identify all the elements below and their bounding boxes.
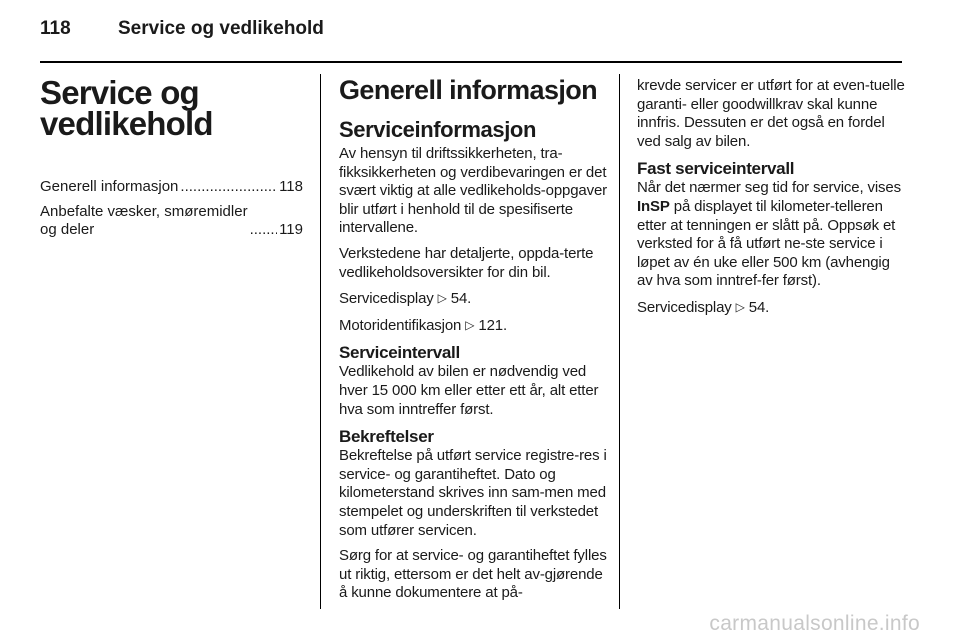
toc-entry[interactable] (40, 203, 303, 240)
heading-serviceintervall: Serviceintervall (339, 343, 460, 363)
header-divider (40, 61, 902, 63)
paragraph-bekreftelser: Bekreftelse på utført service registre-res i service- og garantiheftet. Dato og kilometerstand skrives inn sam-men med stempelet og underskriften til verkstedet som utfører servicen. (339, 447, 607, 539)
paragraph-serviceintervall: Vedlikehold av bilen er nødvendig ved hver 15 000 km eller etter ett år, alt etter hva som inntreffer først. (339, 363, 599, 418)
heading-fast-serviceintervall: Fast serviceintervall (637, 159, 795, 179)
column-text-2 (637, 77, 907, 325)
reference-servicedisplay[interactable]: Servicedisplay ▷ 54. (339, 290, 472, 308)
table-of-contents (40, 178, 303, 246)
heading-bekreftelser: Bekreftelser (339, 427, 434, 447)
reference-motoridentifikasjon[interactable]: Motoridentifikasjon ▷ 121. (339, 316, 507, 334)
paragraph-workshops: Verkstedene har detaljerte, oppda-terte vedlikeholdsoversikter for din bil. (339, 244, 594, 281)
toc-entry-page: 119 (279, 221, 303, 238)
page-number: 118 (40, 18, 71, 39)
pointer-arrow-icon: ▷ (735, 299, 745, 314)
running-title: Service og vedlikehold (118, 18, 324, 39)
column-divider-1 (320, 74, 321, 609)
column-divider-2 (619, 74, 620, 609)
paragraph-fast-serviceintervall: Når det nærmer seg tid for service, vises InSP på displayet til kilometer-telleren etter at tenningen er slått på. Oppsøk et verksted for å få utført ne-ste service i løpet av én uke eller 500 km (avhengig av hva som inntref-fer først). (637, 179, 901, 290)
toc-entry-text: Generell informasjon (40, 178, 179, 195)
column-text-1 (339, 145, 607, 610)
toc-entry-page: 118 (279, 178, 303, 195)
page-header (40, 18, 900, 48)
toc-entry-text: Anbefalte væsker, smøremidler og deler (40, 202, 248, 238)
subsection-title: Serviceinformasjon (339, 117, 536, 142)
reference-servicedisplay-2[interactable]: Servicedisplay ▷ 54. (637, 298, 770, 316)
paragraph-intro: Av hensyn til driftssikkerheten, tra-fikksikkerheten og verdibevaringen er det svært viktig at alle vedlikeholds-oppgaver blir utført i henhold til de spesifiserte intervallene. (339, 145, 607, 237)
toc-leader-dots (250, 221, 278, 240)
display-code-insp: InSP (637, 197, 670, 215)
toc-entry[interactable] (40, 178, 303, 197)
chapter-title: Service og vedlikehold (40, 74, 213, 142)
paragraph-garantiheftet: Sørg for at service- og garantiheftet fylles ut riktig, ettersom er det helt av-gjørende å kunne dokumentere at på- (339, 547, 607, 602)
paragraph-continuation: krevde servicer er utført for at even-tuelle garanti- eller goodwillkrav skal kunne innfris. Dessuten er det også en fordel ved salg av bilen. (637, 77, 905, 150)
pointer-arrow-icon: ▷ (465, 317, 475, 332)
pointer-arrow-icon: ▷ (437, 291, 447, 306)
watermark: carmanualsonline.info (709, 612, 920, 635)
toc-leader-dots (180, 178, 277, 197)
section-title: Generell informasjon (339, 75, 598, 105)
